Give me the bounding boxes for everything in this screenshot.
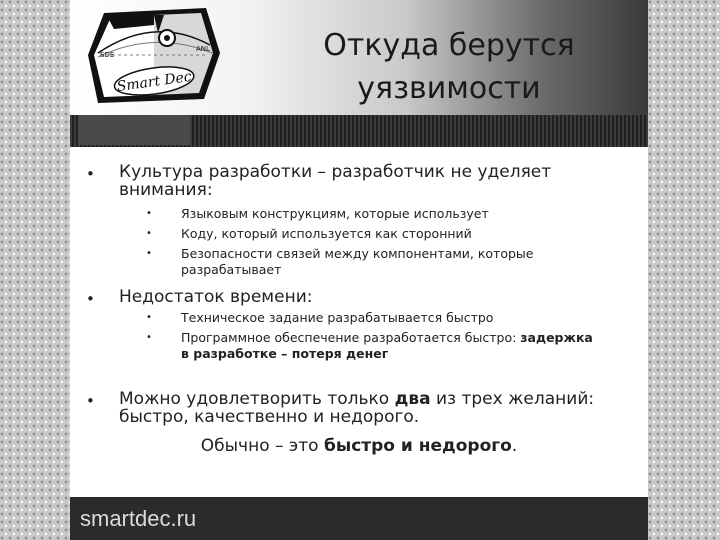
bullet-1-sub-3-line-2: разрабатывает [181,262,282,277]
bullet-1-sub-1: Языковым конструкциям, которые использует [181,206,489,221]
slide-content [70,147,648,497]
slide [70,0,648,540]
bullet-3-line-3-bold: быстро и недорого [323,436,512,456]
sub-bullet-marker: • [146,208,152,219]
bullet-3-line-1-bold: два [394,389,431,409]
sub-bullet-marker: • [146,248,152,259]
bullet-2-text: Недостаток времени: [119,287,313,307]
bullet-2-sub-2-text: Программное обеспечение разработается быстро: [181,330,521,345]
bullet-marker: • [86,290,95,308]
page-title [254,24,644,110]
title-line-1: Откуда берутся [323,28,575,63]
bullet-1-sub-3-line-1: Безопасности связей между компонентами, которые [181,246,534,261]
bullet-2-sub-2-bold: задержка [520,330,593,345]
sub-bullet-marker: • [146,312,152,323]
logo-text: Smart Dec [115,68,193,96]
logo-small-right-text: ANL [196,45,210,53]
bullet-3-line-1-post: из трех желаний: [430,389,595,409]
smartdec-logo [84,5,224,105]
bullet-1-line-1: Культура разработки – разработчик не уделяет [119,162,552,182]
bullet-3-line-3-pre: Обычно – это [200,436,324,456]
bullet-1-sub-2: Коду, который используется как сторонний [181,226,472,241]
header-strip-block [78,115,190,145]
footer-url: smartdec.ru [80,506,197,531]
bullet-2-sub-2 [181,330,631,362]
slide-footer [70,497,648,540]
bullet-3-line-1-pre: Можно удовлетворить только [119,389,395,409]
logo-small-left-text: SDE [100,51,115,59]
bullet-marker: • [86,165,95,183]
bullet-1-sub-3 [181,246,631,278]
bullet-3-line-3 [70,437,648,455]
sub-bullet-marker: • [146,228,152,239]
bullet-2-sub-2-bold-line-2: в разработке – потеря денег [181,346,389,361]
bullet-1-line-2: внимания: [119,180,213,200]
bullet-2-sub-1: Техническое задание разрабатывается быстро [181,310,494,325]
sub-bullet-marker: • [146,332,152,343]
bullet-3-text [119,390,619,426]
bullet-3-line-3-post: . [511,436,518,456]
title-line-2: уязвимости [357,71,541,106]
bullet-1-text [119,163,619,199]
bullet-3-line-2: быстро, качественно и недорого. [119,407,420,427]
slide-header [70,0,648,115]
bullet-marker: • [86,392,95,410]
